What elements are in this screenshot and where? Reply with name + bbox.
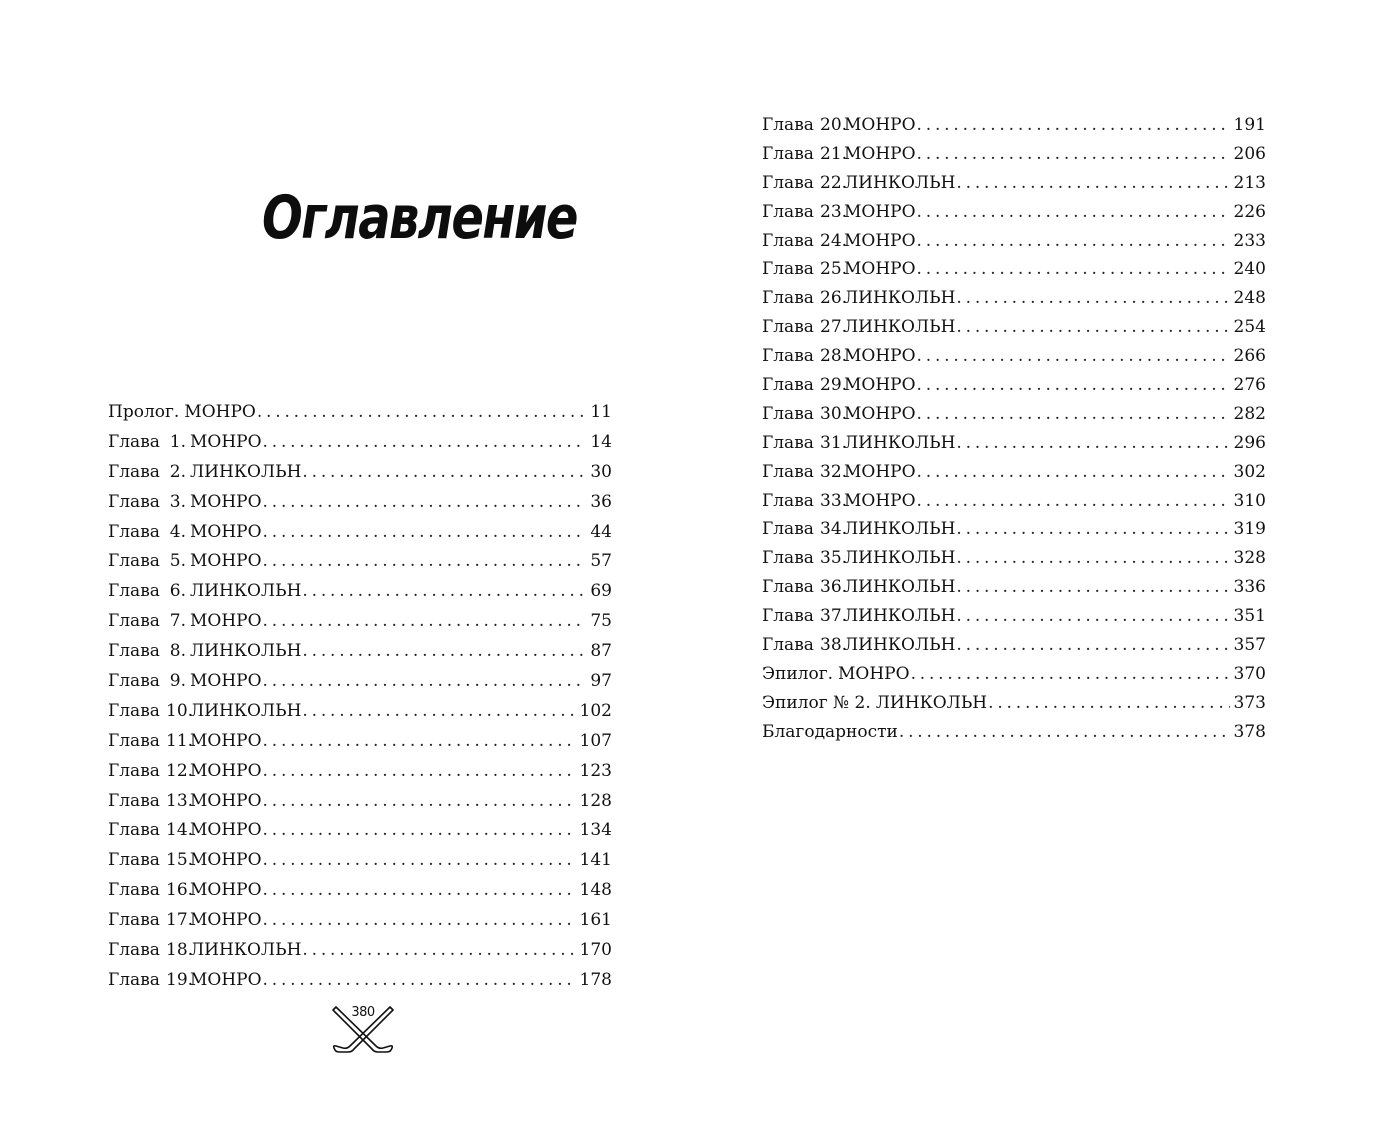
entry-prefix: Глава — [762, 432, 814, 453]
toc-entry — [108, 787, 612, 817]
toc-entry — [762, 602, 1266, 631]
toc-entry — [108, 846, 612, 876]
entry-number: 17. — [166, 910, 194, 931]
entry-page-number: 248 — [1233, 288, 1266, 309]
toc-entry — [108, 547, 612, 577]
entry-page-number: 11 — [590, 402, 612, 422]
entry-title: ЛИНКОЛЬН — [844, 548, 956, 569]
toc-entry — [762, 255, 1266, 284]
toc-entry — [108, 458, 612, 488]
dot-leader — [263, 607, 587, 637]
dot-leader — [263, 727, 576, 757]
entry-title: МОНРО — [190, 790, 262, 811]
entry-page-number: 123 — [579, 760, 612, 781]
entry-prefix: Глава — [108, 671, 160, 692]
entry-prefix: Глава — [108, 910, 160, 931]
entry-number: 21. — [820, 143, 848, 164]
entry-number: 35. — [820, 548, 848, 569]
entry-page-number: 191 — [1233, 115, 1266, 135]
toc-entry — [108, 398, 612, 428]
dot-leader — [263, 846, 576, 876]
entry-page-number: 14 — [590, 431, 612, 452]
dot-leader — [956, 544, 1229, 573]
entry-prefix: Глава — [762, 317, 814, 338]
entry-title: МОНРО — [190, 521, 262, 542]
dot-leader — [917, 198, 1230, 227]
dot-leader — [956, 602, 1229, 631]
entry-title: ЛИНКОЛЬН — [190, 461, 302, 482]
toc-list-right — [762, 111, 1266, 747]
toc-entry — [108, 428, 612, 458]
dot-leader — [263, 488, 587, 518]
toc-entry — [108, 488, 612, 518]
dot-leader — [956, 631, 1229, 660]
toc-entry — [108, 816, 612, 846]
entry-prefix: Глава — [108, 700, 160, 721]
entry-number: 30. — [820, 403, 848, 424]
dot-leader — [302, 458, 586, 488]
entry-page-number: 240 — [1233, 259, 1266, 280]
page-number-ornament — [332, 1004, 394, 1056]
entry-page-number: 282 — [1233, 403, 1266, 424]
entry-prefix: Глава — [108, 461, 160, 482]
entry-number: 3. — [169, 491, 186, 512]
entry-title: ЛИНКОЛЬН — [190, 700, 302, 721]
entry-page-number: 302 — [1233, 461, 1266, 482]
toc-entry — [762, 284, 1266, 313]
entry-page-number: 254 — [1233, 317, 1266, 338]
dot-leader — [911, 660, 1230, 689]
toc-entry — [762, 631, 1266, 660]
entry-prefix: Глава — [762, 346, 814, 367]
entry-number: 5. — [169, 551, 186, 572]
dot-leader — [302, 637, 586, 667]
entry-page-number: 351 — [1233, 606, 1266, 627]
entry-prefix: Глава — [108, 431, 160, 452]
entry-page-number: 319 — [1233, 519, 1266, 540]
dot-leader — [956, 313, 1229, 342]
entry-prefix: Пролог. — [108, 402, 180, 422]
toc-entry — [762, 371, 1266, 400]
entry-number: 34. — [820, 519, 848, 540]
entry-page-number: 178 — [579, 969, 612, 990]
entry-title: ЛИНКОЛЬН — [875, 692, 988, 713]
toc-entry — [762, 689, 1266, 718]
entry-page-number: 36 — [590, 491, 612, 512]
entry-number: 24. — [820, 230, 848, 251]
entry-page-number: 75 — [590, 611, 612, 632]
dot-leader — [917, 400, 1230, 429]
entry-prefix: Глава — [108, 521, 160, 542]
entry-page-number: 276 — [1233, 375, 1266, 396]
entry-page-number: 357 — [1233, 635, 1266, 656]
dot-leader — [917, 111, 1230, 140]
entry-page-number: 141 — [579, 850, 612, 871]
toc-entry — [762, 487, 1266, 516]
entry-page-number: 310 — [1233, 490, 1266, 511]
entry-title: МОНРО — [184, 402, 256, 422]
entry-page-number: 233 — [1233, 230, 1266, 251]
entry-number: 1. — [169, 431, 186, 452]
entry-title: ЛИНКОЛЬН — [844, 288, 956, 309]
entry-prefix: Глава — [762, 519, 814, 540]
entry-page-number: 213 — [1233, 172, 1266, 193]
entry-number: 15. — [166, 850, 194, 871]
entry-number: 16. — [166, 880, 194, 901]
entry-number: 8. — [169, 641, 186, 662]
entry-page-number: 373 — [1233, 692, 1266, 713]
dot-leader — [302, 697, 575, 727]
dot-leader — [956, 573, 1229, 602]
entry-prefix: Глава — [762, 461, 814, 482]
entry-number: 14. — [166, 820, 194, 841]
entry-number: 6. — [169, 581, 186, 602]
entry-prefix: Глава — [762, 259, 814, 280]
toc-entry — [762, 111, 1266, 140]
entry-prefix: Глава — [108, 491, 160, 512]
toc-entry — [762, 342, 1266, 371]
toc-entry — [762, 544, 1266, 573]
entry-title: ЛИНКОЛЬН — [844, 317, 956, 338]
entry-prefix: Глава — [108, 760, 160, 781]
dot-leader — [956, 284, 1229, 313]
entry-title: ЛИНКОЛЬН — [844, 519, 956, 540]
toc-entry — [762, 573, 1266, 602]
dot-leader — [302, 577, 586, 607]
dot-leader — [956, 515, 1229, 544]
entry-prefix: Глава — [762, 143, 814, 164]
entry-title: МОНРО — [190, 910, 262, 931]
entry-number: 19. — [166, 969, 194, 990]
entry-title: МОНРО — [190, 551, 262, 572]
entry-number: 33. — [820, 490, 848, 511]
entry-title: МОНРО — [844, 230, 916, 251]
entry-title: МОНРО — [844, 490, 916, 511]
entry-prefix: Глава — [762, 230, 814, 251]
entry-page-number: 128 — [579, 790, 612, 811]
entry-number: 12. — [166, 760, 194, 781]
entry-prefix: Эпилог. — [762, 663, 834, 684]
entry-page-number: 148 — [579, 880, 612, 901]
dot-leader — [917, 371, 1230, 400]
toc-entry — [108, 757, 612, 787]
entry-title: ЛИНКОЛЬН — [844, 606, 956, 627]
entry-number: 36. — [820, 577, 848, 598]
entry-number: 7. — [169, 611, 186, 632]
entry-number: 31. — [820, 432, 848, 453]
entry-page-number: 378 — [1233, 721, 1266, 742]
toc-entry — [108, 936, 612, 966]
entry-title: ЛИНКОЛЬН — [190, 641, 302, 662]
page-title: Оглавление — [262, 183, 577, 253]
toc-entry — [762, 169, 1266, 198]
entry-number: 37. — [820, 606, 848, 627]
toc-entry — [762, 400, 1266, 429]
entry-prefix: Благодарности — [762, 721, 898, 742]
entry-number: 11. — [166, 730, 194, 751]
entry-page-number: 87 — [590, 641, 612, 662]
entry-page-number: 170 — [579, 940, 612, 961]
dot-leader — [263, 428, 587, 458]
entry-prefix: Глава — [108, 790, 160, 811]
toc-entry — [108, 577, 612, 607]
dot-leader — [917, 255, 1230, 284]
toc-entry — [108, 697, 612, 727]
entry-page-number: 102 — [579, 700, 612, 721]
entry-prefix: Глава — [108, 611, 160, 632]
entry-title: МОНРО — [190, 730, 262, 751]
entry-prefix: Глава — [108, 880, 160, 901]
toc-entry — [762, 515, 1266, 544]
entry-title: МОНРО — [190, 431, 262, 452]
entry-prefix: Глава — [762, 403, 814, 424]
toc-list-left — [108, 398, 612, 996]
dot-leader — [917, 342, 1230, 371]
dot-leader — [263, 547, 587, 577]
entry-number: 9. — [169, 671, 186, 692]
dot-leader — [917, 227, 1230, 256]
entry-prefix: Глава — [762, 172, 814, 193]
dot-leader — [263, 816, 576, 846]
toc-entry — [108, 607, 612, 637]
entry-page-number: 328 — [1233, 548, 1266, 569]
entry-prefix: Глава — [108, 581, 160, 602]
entry-title: МОНРО — [844, 259, 916, 280]
toc-entry — [108, 727, 612, 757]
toc-entry — [108, 637, 612, 667]
toc-entry — [762, 198, 1266, 227]
dot-leader — [263, 518, 587, 548]
entry-number: 23. — [820, 201, 848, 222]
entry-prefix: Глава — [762, 635, 814, 656]
entry-title: ЛИНКОЛЬН — [190, 581, 302, 602]
entry-number: 10. — [166, 700, 194, 721]
entry-prefix: Глава — [762, 288, 814, 309]
entry-number: 18. — [166, 940, 194, 961]
toc-entry — [108, 518, 612, 548]
entry-title: МОНРО — [190, 491, 262, 512]
entry-title: ЛИНКОЛЬН — [844, 577, 956, 598]
toc-entry — [108, 906, 612, 936]
entry-prefix: Глава — [108, 730, 160, 751]
entry-title: МОНРО — [844, 346, 916, 367]
entry-title: МОНРО — [190, 850, 262, 871]
entry-page-number: 97 — [590, 671, 612, 692]
entry-title: ЛИНКОЛЬН — [844, 432, 956, 453]
entry-number: 22. — [820, 172, 848, 193]
entry-number: 2. — [169, 461, 186, 482]
dot-leader — [956, 429, 1229, 458]
entry-prefix: Глава — [108, 820, 160, 841]
entry-page-number: 206 — [1233, 143, 1266, 164]
entry-page-number: 296 — [1233, 432, 1266, 453]
entry-prefix: Глава — [762, 375, 814, 396]
entry-number: 38. — [820, 635, 848, 656]
entry-title: МОНРО — [844, 115, 916, 135]
dot-leader — [263, 667, 587, 697]
entry-prefix: Глава — [108, 850, 160, 871]
entry-title: МОНРО — [844, 201, 916, 222]
toc-entry — [762, 227, 1266, 256]
entry-prefix: Глава — [762, 115, 814, 135]
entry-prefix: Глава — [762, 606, 814, 627]
entry-title: МОНРО — [190, 880, 262, 901]
entry-prefix: Глава — [762, 201, 814, 222]
entry-title: МОНРО — [190, 969, 262, 990]
toc-entry — [762, 458, 1266, 487]
toc-entry — [762, 313, 1266, 342]
entry-page-number: 134 — [579, 820, 612, 841]
dot-leader — [263, 757, 576, 787]
entry-title: МОНРО — [838, 663, 910, 684]
entry-title: МОНРО — [190, 671, 262, 692]
entry-prefix: Глава — [108, 940, 160, 961]
entry-page-number: 161 — [579, 910, 612, 931]
entry-title: МОНРО — [844, 375, 916, 396]
entry-title: МОНРО — [190, 611, 262, 632]
toc-entry — [762, 140, 1266, 169]
entry-page-number: 57 — [590, 551, 612, 572]
dot-leader — [302, 936, 575, 966]
entry-title: ЛИНКОЛЬН — [844, 635, 956, 656]
dot-leader — [257, 398, 587, 428]
dot-leader — [263, 876, 576, 906]
dot-leader — [899, 718, 1230, 747]
entry-page-number: 30 — [590, 461, 612, 482]
entry-number: 28. — [820, 346, 848, 367]
right-page — [690, 0, 1380, 1125]
entry-prefix: Глава — [108, 969, 160, 990]
dot-leader — [988, 689, 1229, 718]
entry-number: 20. — [820, 115, 848, 135]
toc-entry — [108, 667, 612, 697]
toc-entry — [762, 429, 1266, 458]
entry-title: МОНРО — [190, 760, 262, 781]
entry-prefix: Глава — [108, 641, 160, 662]
entry-prefix: Глава — [108, 551, 160, 572]
entry-number: 29. — [820, 375, 848, 396]
dot-leader — [917, 487, 1230, 516]
entry-page-number: 44 — [590, 521, 612, 542]
entry-page-number: 107 — [579, 730, 612, 751]
entry-page-number: 370 — [1233, 663, 1266, 684]
dot-leader — [263, 906, 576, 936]
entry-title: МОНРО — [190, 820, 262, 841]
dot-leader — [917, 458, 1230, 487]
toc-entry — [108, 876, 612, 906]
toc-entry — [762, 718, 1266, 747]
entry-number: 26. — [820, 288, 848, 309]
entry-prefix: Глава — [762, 490, 814, 511]
entry-title: МОНРО — [844, 461, 916, 482]
entry-title: ЛИНКОЛЬН — [844, 172, 956, 193]
toc-entry — [762, 660, 1266, 689]
entry-page-number: 226 — [1233, 201, 1266, 222]
dot-leader — [263, 787, 576, 817]
dot-leader — [917, 140, 1230, 169]
entry-title: ЛИНКОЛЬН — [190, 940, 302, 961]
dot-leader — [956, 169, 1229, 198]
toc-entry — [108, 966, 612, 996]
entry-prefix: Эпилог № 2. — [762, 692, 871, 713]
page-number: 380 — [351, 1005, 375, 1020]
entry-title: МОНРО — [844, 403, 916, 424]
entry-number: 27. — [820, 317, 848, 338]
entry-prefix: Глава — [762, 577, 814, 598]
entry-number: 32. — [820, 461, 848, 482]
entry-number: 4. — [169, 521, 186, 542]
entry-page-number: 336 — [1233, 577, 1266, 598]
entry-page-number: 266 — [1233, 346, 1266, 367]
dot-leader — [263, 966, 576, 996]
entry-page-number: 69 — [590, 581, 612, 602]
entry-prefix: Глава — [762, 548, 814, 569]
entry-title: МОНРО — [844, 143, 916, 164]
entry-number: 25. — [820, 259, 848, 280]
entry-number: 13. — [166, 790, 194, 811]
